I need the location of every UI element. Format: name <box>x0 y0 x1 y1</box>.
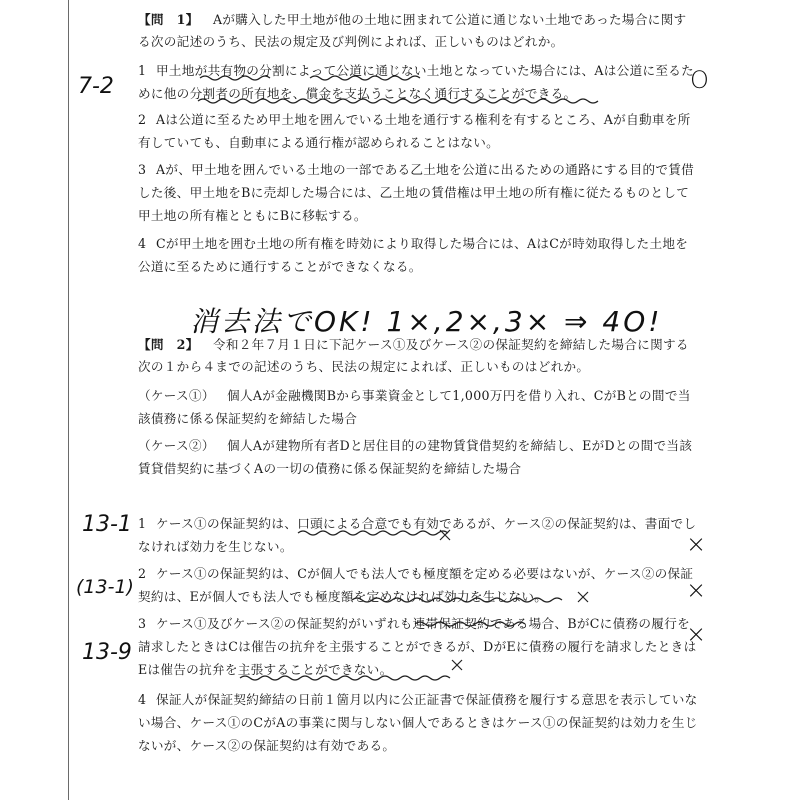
question-2-heading: 【問 2】 <box>138 337 199 352</box>
handwritten-cross-mark-2: × <box>686 576 707 604</box>
question-2-choice-4: 4 保証人が保証契約締結の日前１箇月以内に公正証書で保証債務を履行する意思を表示していない場合、ケース①のCがAの事業に関与しない個人であるときはケース①の保証契約は効力を生じないが、ケース②の保証契約は有効である。 <box>138 692 698 753</box>
handwritten-elimination-note: 消去法でOK! 1×,2×,3× ⇒ 4O! <box>190 305 663 338</box>
handwritten-ref-13-9: 13-9 <box>82 640 132 665</box>
case-1: （ケース①） 個人Aが金融機関Bから事業資金として1,000万円を借り入れ、CがBとの間で当該債務に係る保証契約を締結した場合 <box>138 388 691 426</box>
page-left-border <box>68 0 69 800</box>
question-1 <box>138 9 698 53</box>
question-2-choice-3: 3 ケース①及びケース②の保証契約がいずれも連帯保証契約である場合、BがCに債務の履行を請求したときはCは催告の抗弁を主張することができるが、DがEに債務の履行を請求したときはEは催告の抗弁を主張することができない。 <box>138 616 697 677</box>
question-1-intro: Aが購入した甲土地が他の土地に囲まれて公道に通じない土地であった場合に関する次の記述のうち、民法の規定及び判例によれば、正しいものはどれか。 <box>138 12 687 49</box>
handwritten-ref-13-1: 13-1 <box>82 512 132 537</box>
case-2: （ケース②） 個人Aが建物所有者Dと居住目的の建物賃貸借契約を締結し、EがDとの間で当該賃貸借契約に基づくAの一切の債務に係る保証契約を締結した場合 <box>138 438 693 476</box>
question-1-choice-4: 4 Cが甲土地を囲む土地の所有権を時効により取得した場合には、AはCが時効取得した土地を公道に至るために通行することができなくなる。 <box>138 236 689 274</box>
question-1-choice-3: 3 Aが、甲土地を囲んでいる土地の一部である乙土地を公道に出るための通路にする目的で賃借した後、甲土地をBに売却した場合には、乙土地の賃借権は甲土地の所有権に従たるものとして甲土地の所有権とともにBに移転する。 <box>138 162 695 223</box>
handwritten-cross-mark-3: × <box>686 620 707 648</box>
handwritten-ref-13-1-paren: (13-1) <box>76 576 134 598</box>
handwritten-circle-mark: O <box>690 66 709 94</box>
handwritten-ref-7-2: 7-2 <box>78 74 114 99</box>
question-1-heading: 【問 1】 <box>138 12 199 27</box>
question-2-choice-2: 2 ケース①の保証契約は、Cが個人でも法人でも極度額を定める必要はないが、ケース②の保証契約は、Eが個人でも法人でも極度額を定めなければ効力を生じない。 <box>138 566 694 604</box>
question-2-intro: 令和２年７月１日に下記ケース①及びケース②の保証契約を締結した場合に関する次の１から４までの記述のうち、民法の規定によれば、正しいものはどれか。 <box>138 337 689 374</box>
handwritten-cross-mark-1: × <box>686 530 707 558</box>
question-2 <box>138 334 698 378</box>
question-2-choice-1: 1 ケース①の保証契約は、口頭による合意でも有効であるが、ケース②の保証契約は、書面でしなければ効力を生じない。 <box>138 516 697 554</box>
question-1-choice-1: 1 甲土地が共有物の分割によって公道に通じない土地となっていた場合には、Aは公道に至るために他の分割者の所有地を、償金を支払うことなく通行することができる。 <box>138 63 695 101</box>
question-1-choice-2: 2 Aは公道に至るため甲土地を囲んでいる土地を通行する権利を有するところ、Aが自動車を所有していても、自動車による通行権が認められることはない。 <box>138 112 691 150</box>
